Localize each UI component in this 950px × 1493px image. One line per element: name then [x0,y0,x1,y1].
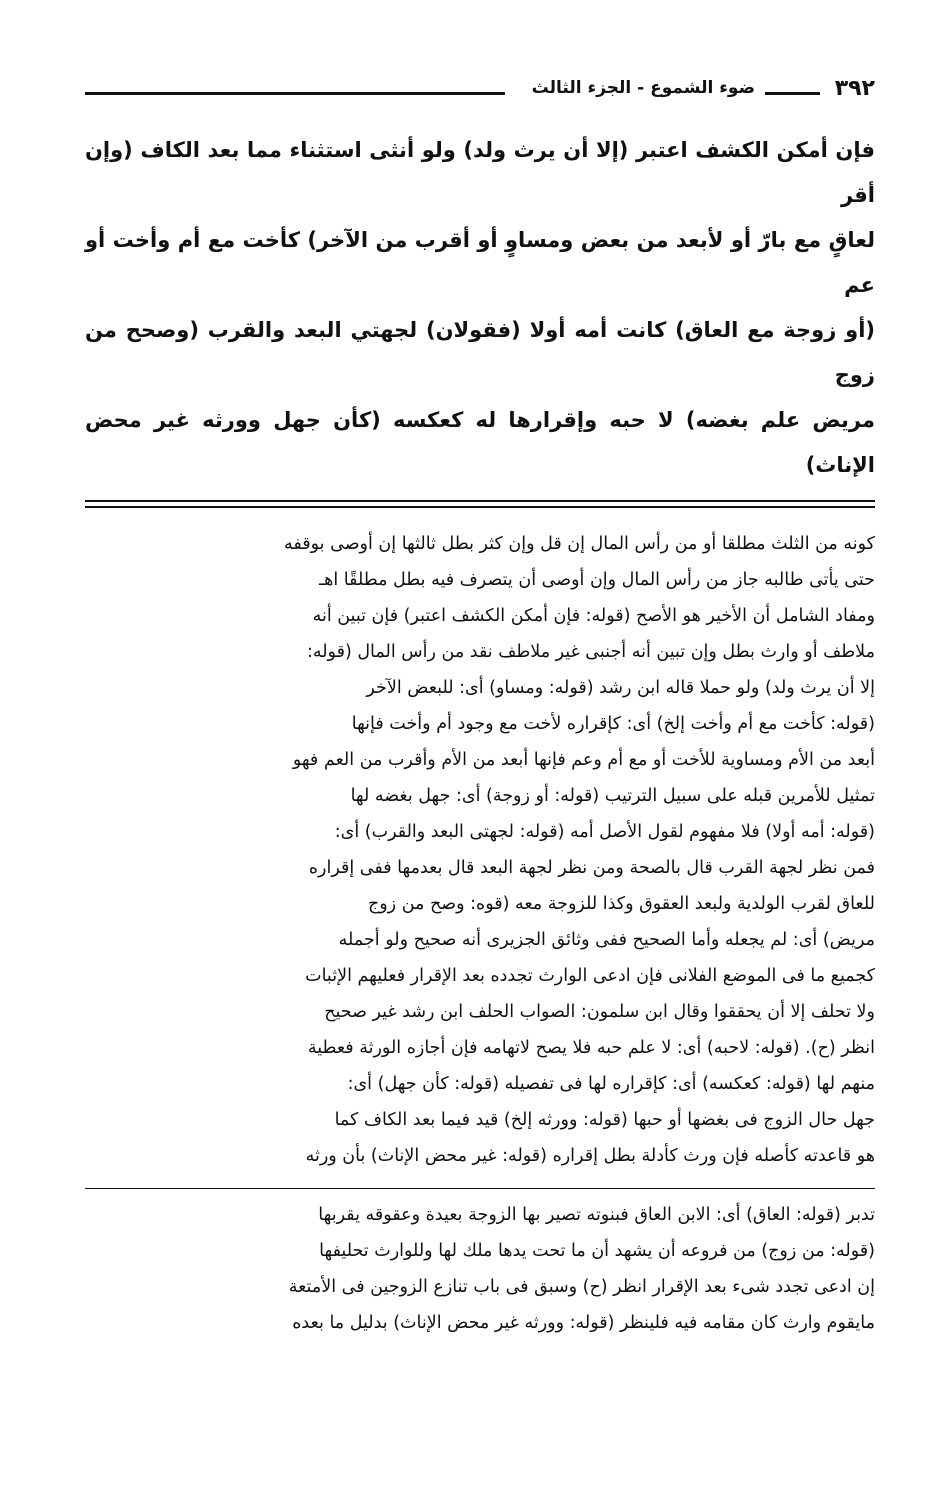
main-line: (أو زوجة مع العاق) كانت أمه أولا (فقولان) لجهتي البعد والقرب (وصحح من زوج [85,318,875,387]
commentary-line: تمثيل للأمرين قبله على سبيل الترتيب (قوله: أو زوجة) أى: جهل بغضه لها [350,786,875,806]
header-rule-right [765,92,820,95]
main-line: مريض علم بغضه) لا حبه وإقرارها له كعكسه (كأن جهل وورثه غير محض الإناث) [85,408,875,477]
commentary-line: هو قاعدته كأصله فإن ورث كأدلة بطل إقراره (قوله: غير محض الإناث) بأن ورثه [305,1146,875,1166]
book-page [85,70,875,1341]
footnote-line: تدبر (قوله: العاق) أى: الابن العاق فبنوته تصير بها الزوجة بعيدة وعقوقه يقربها [318,1205,875,1225]
main-text [85,128,875,488]
commentary-line: ملاطف أو وارث بطل وإن تبين أنه أجنبى غير ملاطف نقد من رأس المال (قوله: [306,642,875,662]
commentary-line: مريض) أى: لم يجعله وأما الصحيح ففى وثائق الجزيرى أنه صحيح ولو أجمله [338,930,875,950]
main-line: فإن أمكن الكشف اعتبر (إلا أن يرث ولد) ولو أنثى استثناء مما بعد الكاف (وإن أقر [85,138,875,207]
commentary-line: انظر (ح). (قوله: لاحبه) أى: لا علم حبه فلا يصح لاتهامه فإن أجازه الورثة فعطية [307,1038,875,1058]
footnote-divider [85,1188,875,1189]
header-rule-left [85,92,505,95]
double-divider [85,500,875,508]
footnote-line: (قوله: من زوج) من فروعه أن يشهد أن ما تحت يدها ملك لها وللوارث تحليفها [319,1241,875,1261]
footnotes [85,1197,875,1341]
commentary-line: كونه من الثلث مطلقا أو من رأس المال إن قل وإن كثر بطل ثالثها إن أوصى بوقفه [284,534,875,554]
page-number: ٣٩٢ [834,76,875,101]
page-header [85,70,875,110]
commentary-line: فمن نظر لجهة القرب قال بالصحة ومن نظر لجهة البعد قال بعدمها ففى إقراره [308,858,875,878]
footnote-line: إن ادعى تجدد شىء بعد الإقرار انظر (ح) وسبق فى باب تنازع الزوجين فى الأمتعة [288,1277,875,1297]
commentary-line: (قوله: أمه أولا) فلا مفهوم لقول الأصل أمه (قوله: لجهتى البعد والقرب) أى: [334,822,875,842]
running-title: ضوء الشموع - الجزء الثالث [531,78,755,98]
commentary-line: إلا أن يرث ولد) ولو حملا قاله ابن رشد (قوله: ومساو) أى: للبعض الآخر [366,678,875,698]
footnote-line: مايقوم وارث كان مقامه فيه فلينظر (قوله: وورثه غير محض الإناث) بدليل ما بعده [292,1313,875,1333]
main-line: لعاقٍ مع بارّ أو لأبعد من بعض ومساوٍ أو أقرب من الآخر) كأخت مع أم وأخت أو عم [85,228,875,297]
commentary-line: جهل حال الزوج فى بغضها أو حبها (قوله: وورثه إلخ) قيد فيما بعد الكاف كما [334,1110,875,1130]
commentary-line: كجميع ما فى الموضع الفلانى فإن ادعى الوارث تجدده بعد الإقرار فعليهم الإثبات [305,966,875,986]
commentary-line: أبعد من الأم ومساوية للأخت أو مع أم وعم فإنها أبعد من الأم وأقرب من العم فهو [292,750,875,770]
commentary-line: ولا تحلف إلا أن يحققوا وقال ابن سلمون: الصواب الحلف ابن رشد غير صحيح [324,1002,875,1022]
commentary [85,526,875,1174]
commentary-line: (قوله: كأخت مع أم وأخت إلخ) أى: كإقراره لأخت مع وجود أم وأخت فإنها [351,714,875,734]
commentary-line: حتى يأتى طالبه جاز من رأس المال وإن أوصى أن يتصرف فيه بطل مطلقًا اهـ [318,570,875,590]
commentary-line: ومفاد الشامل أن الأخير هو الأصح (قوله: فإن أمكن الكشف اعتبر) فإن تبين أنه [312,606,875,626]
commentary-line: للعاق لقرب الولدية ولبعد العقوق وكذا للزوجة معه (قوه: وصح من زوج [367,894,875,914]
commentary-line: منهم لها (قوله: كعكسه) أى: كإقراره لها فى تفصيله (قوله: كأن جهل) أى: [347,1074,875,1094]
